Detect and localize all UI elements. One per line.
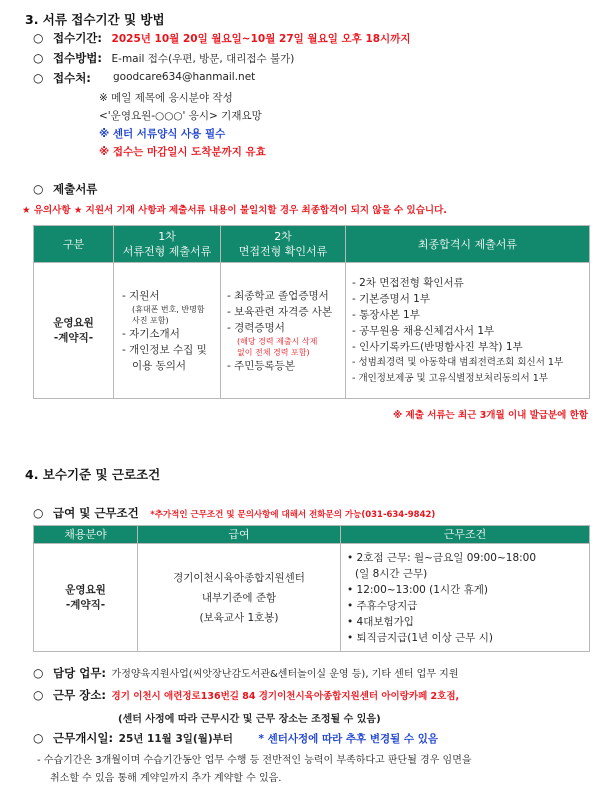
circle-bullet-icon: ○ <box>33 51 44 65</box>
circle-bullet-icon: ○ <box>33 666 44 680</box>
pay-header-field: 채용분야 <box>34 526 138 544</box>
circle-bullet-icon: ○ <box>33 71 44 85</box>
docs-category: 운영요원 -계약직- <box>34 263 114 399</box>
pay-category: 운영요원 -계약직- <box>34 544 138 652</box>
docs-table <box>33 225 590 399</box>
pay-header-conditions: 근무조건 <box>341 526 590 544</box>
circle-bullet-icon: ○ <box>33 506 44 520</box>
pay-conditions: • 2호점 근무: 월~금요일 09:00~18:00 (일 8시간 근무) • 12:00~13:00 (1시간 휴게) • 주휴수당지급 • 4대보험가입 • 퇴직금지급(1년 이상 근무 시) <box>341 544 590 652</box>
note-mail-format: <'운영요원-○○○' 응시> 기재요망 <box>99 110 262 122</box>
start-row <box>33 730 438 746</box>
circle-bullet-icon: ○ <box>33 182 44 196</box>
pay-salary: 경기이천시육아종합지원센터 내부기준에 준함 (보육교사 1호봉) <box>138 544 341 652</box>
probation-line-1: - 수습기간은 3개월이며 수습기간동안 업무 수행 등 전반적인 능력이 부족하다고 판단될 경우 임면을 <box>37 755 472 766</box>
section-4-title: 4. 보수기준 및 근로조건 <box>25 467 161 482</box>
docs-caution: ★ 유의사항 ★ 지원서 기재 사항과 제출서류 내용이 불일치할 경우 최종합격이 되지 않을 수 있습니다. <box>22 205 447 216</box>
pay-header-salary: 급여 <box>138 526 341 544</box>
note-form-required: ※ 센터 서류양식 사용 필수 <box>99 128 226 140</box>
method-row <box>33 50 294 66</box>
period-label: 접수기간: <box>52 31 103 45</box>
pay-label: 급여 및 근무조건 <box>52 506 139 520</box>
workplace-note: (센터 사정에 따라 근무시간 및 근무 장소는 조정될 수 있음) <box>118 714 381 725</box>
start-value: 25년 11월 3일(월)부터 <box>118 733 233 745</box>
start-note: * 센터사정에 따라 추후 변경될 수 있음 <box>258 733 439 745</box>
workplace-value: 경기 이천시 애련정로136번길 84 경기이천시육아종합지원센터 아이랑카페 2호점, <box>111 691 460 702</box>
docs-second-list: - 최종학교 졸업증명서 - 보육관련 자격증 사본 - 경력증명서 (해당 경력 제출시 삭제 없이 전체 경력 포함) - 주민등록등본 <box>221 263 346 399</box>
docs-title: 제출서류 <box>52 182 98 196</box>
circle-bullet-icon: ○ <box>33 731 44 745</box>
email-address: goodcare634@hanmail.net <box>113 71 256 83</box>
docs-header-second: 2차 면접전형 확인서류 <box>221 226 346 263</box>
place-label: 접수처: <box>52 71 91 85</box>
note-mail-title: ※ 메일 제목에 응시분야 작성 <box>99 92 233 104</box>
pay-note: *추가적인 근무조건 및 문의사항에 대해서 전화문의 가능(031-634-9842) <box>150 510 436 520</box>
pay-row <box>33 505 435 521</box>
docs-final-list: - 2차 면접전형 확인서류 - 기본증명서 1부 - 통장사본 1부 - 공무원용 채용신체검사서 1부 - 인사기록카드(반명함사진 부착) 1부 - 성범죄경력 및 아동학대 범죄전력조회 회신서 1부 - 개인정보제공 및 고유식별정보처리동의서 1부 <box>346 263 590 399</box>
method-value: E-mail 접수(우편, 방문, 대리접수 불가) <box>111 53 295 65</box>
probation-line-2: 취소할 수 있음 통해 계약일까지 추가 계약할 수 있음. <box>50 773 282 784</box>
start-label: 근무개시일: <box>52 731 114 745</box>
duty-value: 가정양육지원사업(씨앗장난감도서관&센터놀이실 운영 등), 기타 센터 업무 지원 <box>111 669 459 680</box>
workplace-label: 근무 장소: <box>52 688 107 702</box>
method-label: 접수방법: <box>52 51 103 65</box>
section-3-title: 3. 서류 접수기간 및 방법 <box>25 12 165 27</box>
docs-header-final: 최종합격시 제출서류 <box>346 226 590 263</box>
note-deadline: ※ 접수는 마감일시 도착분까지 유효 <box>99 146 266 158</box>
circle-bullet-icon: ○ <box>33 688 44 702</box>
place-row <box>33 70 91 86</box>
docs-header-category: 구분 <box>34 226 114 263</box>
docs-header-first: 1차 서류전형 제출서류 <box>114 226 221 263</box>
period-row <box>33 30 411 46</box>
docs-footnote: ※ 제출 서류는 최근 3개월 이내 발급분에 한함 <box>392 410 588 421</box>
circle-bullet-icon: ○ <box>33 31 44 45</box>
docs-row <box>33 181 97 197</box>
pay-table <box>33 525 590 652</box>
period-value: 2025년 10월 20일 월요일~10월 27일 월요일 오후 18시까지 <box>111 33 411 45</box>
docs-first-list: - 지원서 (휴대폰 번호, 반명함 사진 포함) - 자기소개서 - 개인정보 수집 및 이용 동의서 <box>114 263 221 399</box>
duty-row <box>33 665 459 681</box>
workplace-row <box>33 687 459 703</box>
duty-label: 담당 업무: <box>52 666 107 680</box>
